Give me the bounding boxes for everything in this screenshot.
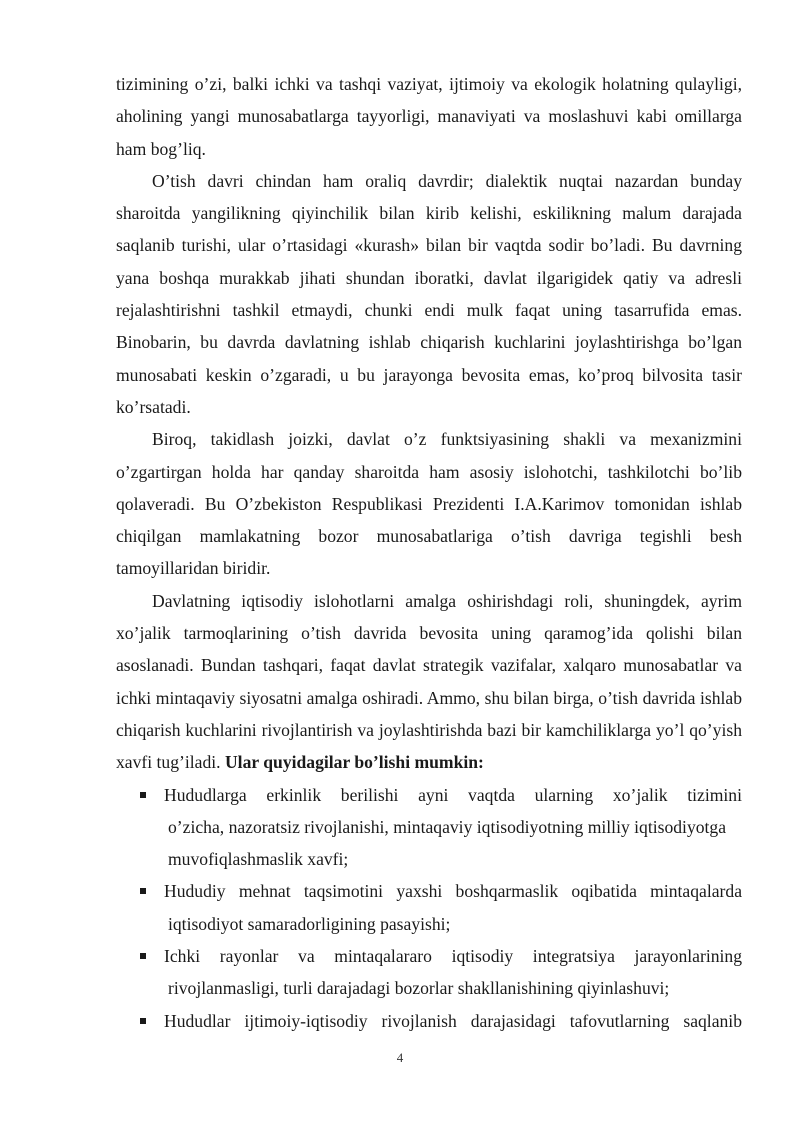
risk-bullet-list [116,779,742,1037]
paragraph-3: Biroq, takidlash joizki, davlat o’z funktsiyasining shakli va mexanizmini o’zgartirgan holda har qanday sharoitda ham asosiy islohotchi, tashkilotchi bo’lib qolaveradi. Bu O’zbekiston Respublikasi Prezidenti I.A.Karimov tomonidan ishlab chiqilgan mamlakatning bozor munosabatlariga o’tish davriga tegishli besh tamoyillaridan biridir. [116,429,742,579]
bullet-item-1 [116,779,742,876]
bullet-item-2 [116,875,742,940]
bullet-2-continuation: iqtisodiyot samaradorligining pasayishi; [168,913,451,934]
square-bullet-icon [140,953,146,959]
square-bullet-icon [140,792,146,798]
bullet-item-3 [116,940,742,1005]
square-bullet-icon [140,888,146,894]
bullet-3-first-line: Ichki rayonlar va mintaqalararo iqtisodiy integratsiya jarayonlarining [164,946,742,967]
bullet-1-first-line: Hududlarga erkinlik berilishi ayni vaqtda ularning xo’jalik tizimini [164,784,742,805]
square-bullet-icon [140,1018,146,1024]
paragraph-4-bold-lead-in: Ular quyidagilar bo’lishi mumkin: [224,752,484,773]
body-text [116,68,742,1037]
bullet-1-continuation: o’zicha, nazoratsiz rivojlanishi, mintaqaviy iqtisodiyotning milliy iqtisodiyotga muvofiqlashmaslik xavfi; [168,816,727,870]
paragraph-2: O’tish davri chindan ham oraliq davrdir; dialektik nuqtai nazardan bunday sharoitda yangilikning qiyinchilik bilan kirib kelishi, eskilikning malum darajada saqlanib turishi, ular o’rtasidagi «kurash» bilan bir vaqtda sodir bo’ladi. Bu davrning yana boshqa murakkab jihati shundan iboratki, davlat ilgarigidek qatiy va adresli rejalashtirishni tashkil etmaydi, chunki endi mulk faqat uning tasarrufida emas. Binobarin, bu davrda davlatning ishlab chiqarish kuchlarini joylashtirishga bo’lgan munosabati keskin o’zgaradi, u bu jarayonga bevosita emas, ko’proq bilvosita tasir ko’rsatadi. [116,170,742,417]
bullet-3-continuation: rivojlanmasligi, turli darajadagi bozorlar shakllanishining qiyinlashuvi; [168,978,670,999]
paragraph-4 [116,585,742,779]
bullet-4-first-line: Hududlar ijtimoiy-iqtisodiy rivojlanish darajasidagi tafovutlarning saqlanib [164,1010,742,1031]
bullet-2-first-line: Hududiy mehnat taqsimotini yaxshi boshqarmaslik oqibatida mintaqalarda [164,881,742,902]
bullet-item-4 [116,1005,742,1037]
page-number: 4 [396,1050,404,1065]
paragraph-1: tizimining o’zi, balki ichki va tashqi vaziyat, ijtimoiy va ekologik holatning qulayligi, aholining yangi munosabatlarga tayyorligi, manaviyati va moslashuvi kabi omillarga ham bog’liq. [116,74,742,159]
paragraph-4-text: Davlatning iqtisodiy islohotlarni amalga oshirishdagi roli, shuningdek, ayrim xo’jalik tarmoqlarining o’tish davrida bevosita uning qaramog’ida qolishi bilan asoslanadi. Bundan tashqari, faqat davlat strategik vazifalar, xalqaro munosabatlar va ichki mintaqaviy siyosatni amalga oshiradi. Ammo, shu bilan birga, o’tish davrida ishlab chiqarish kuchlarini rivojlantirish va joylashtirishda bazi bir kamchiliklarga yo’l qo’yish xavfi tug’iladi. [116,590,742,773]
